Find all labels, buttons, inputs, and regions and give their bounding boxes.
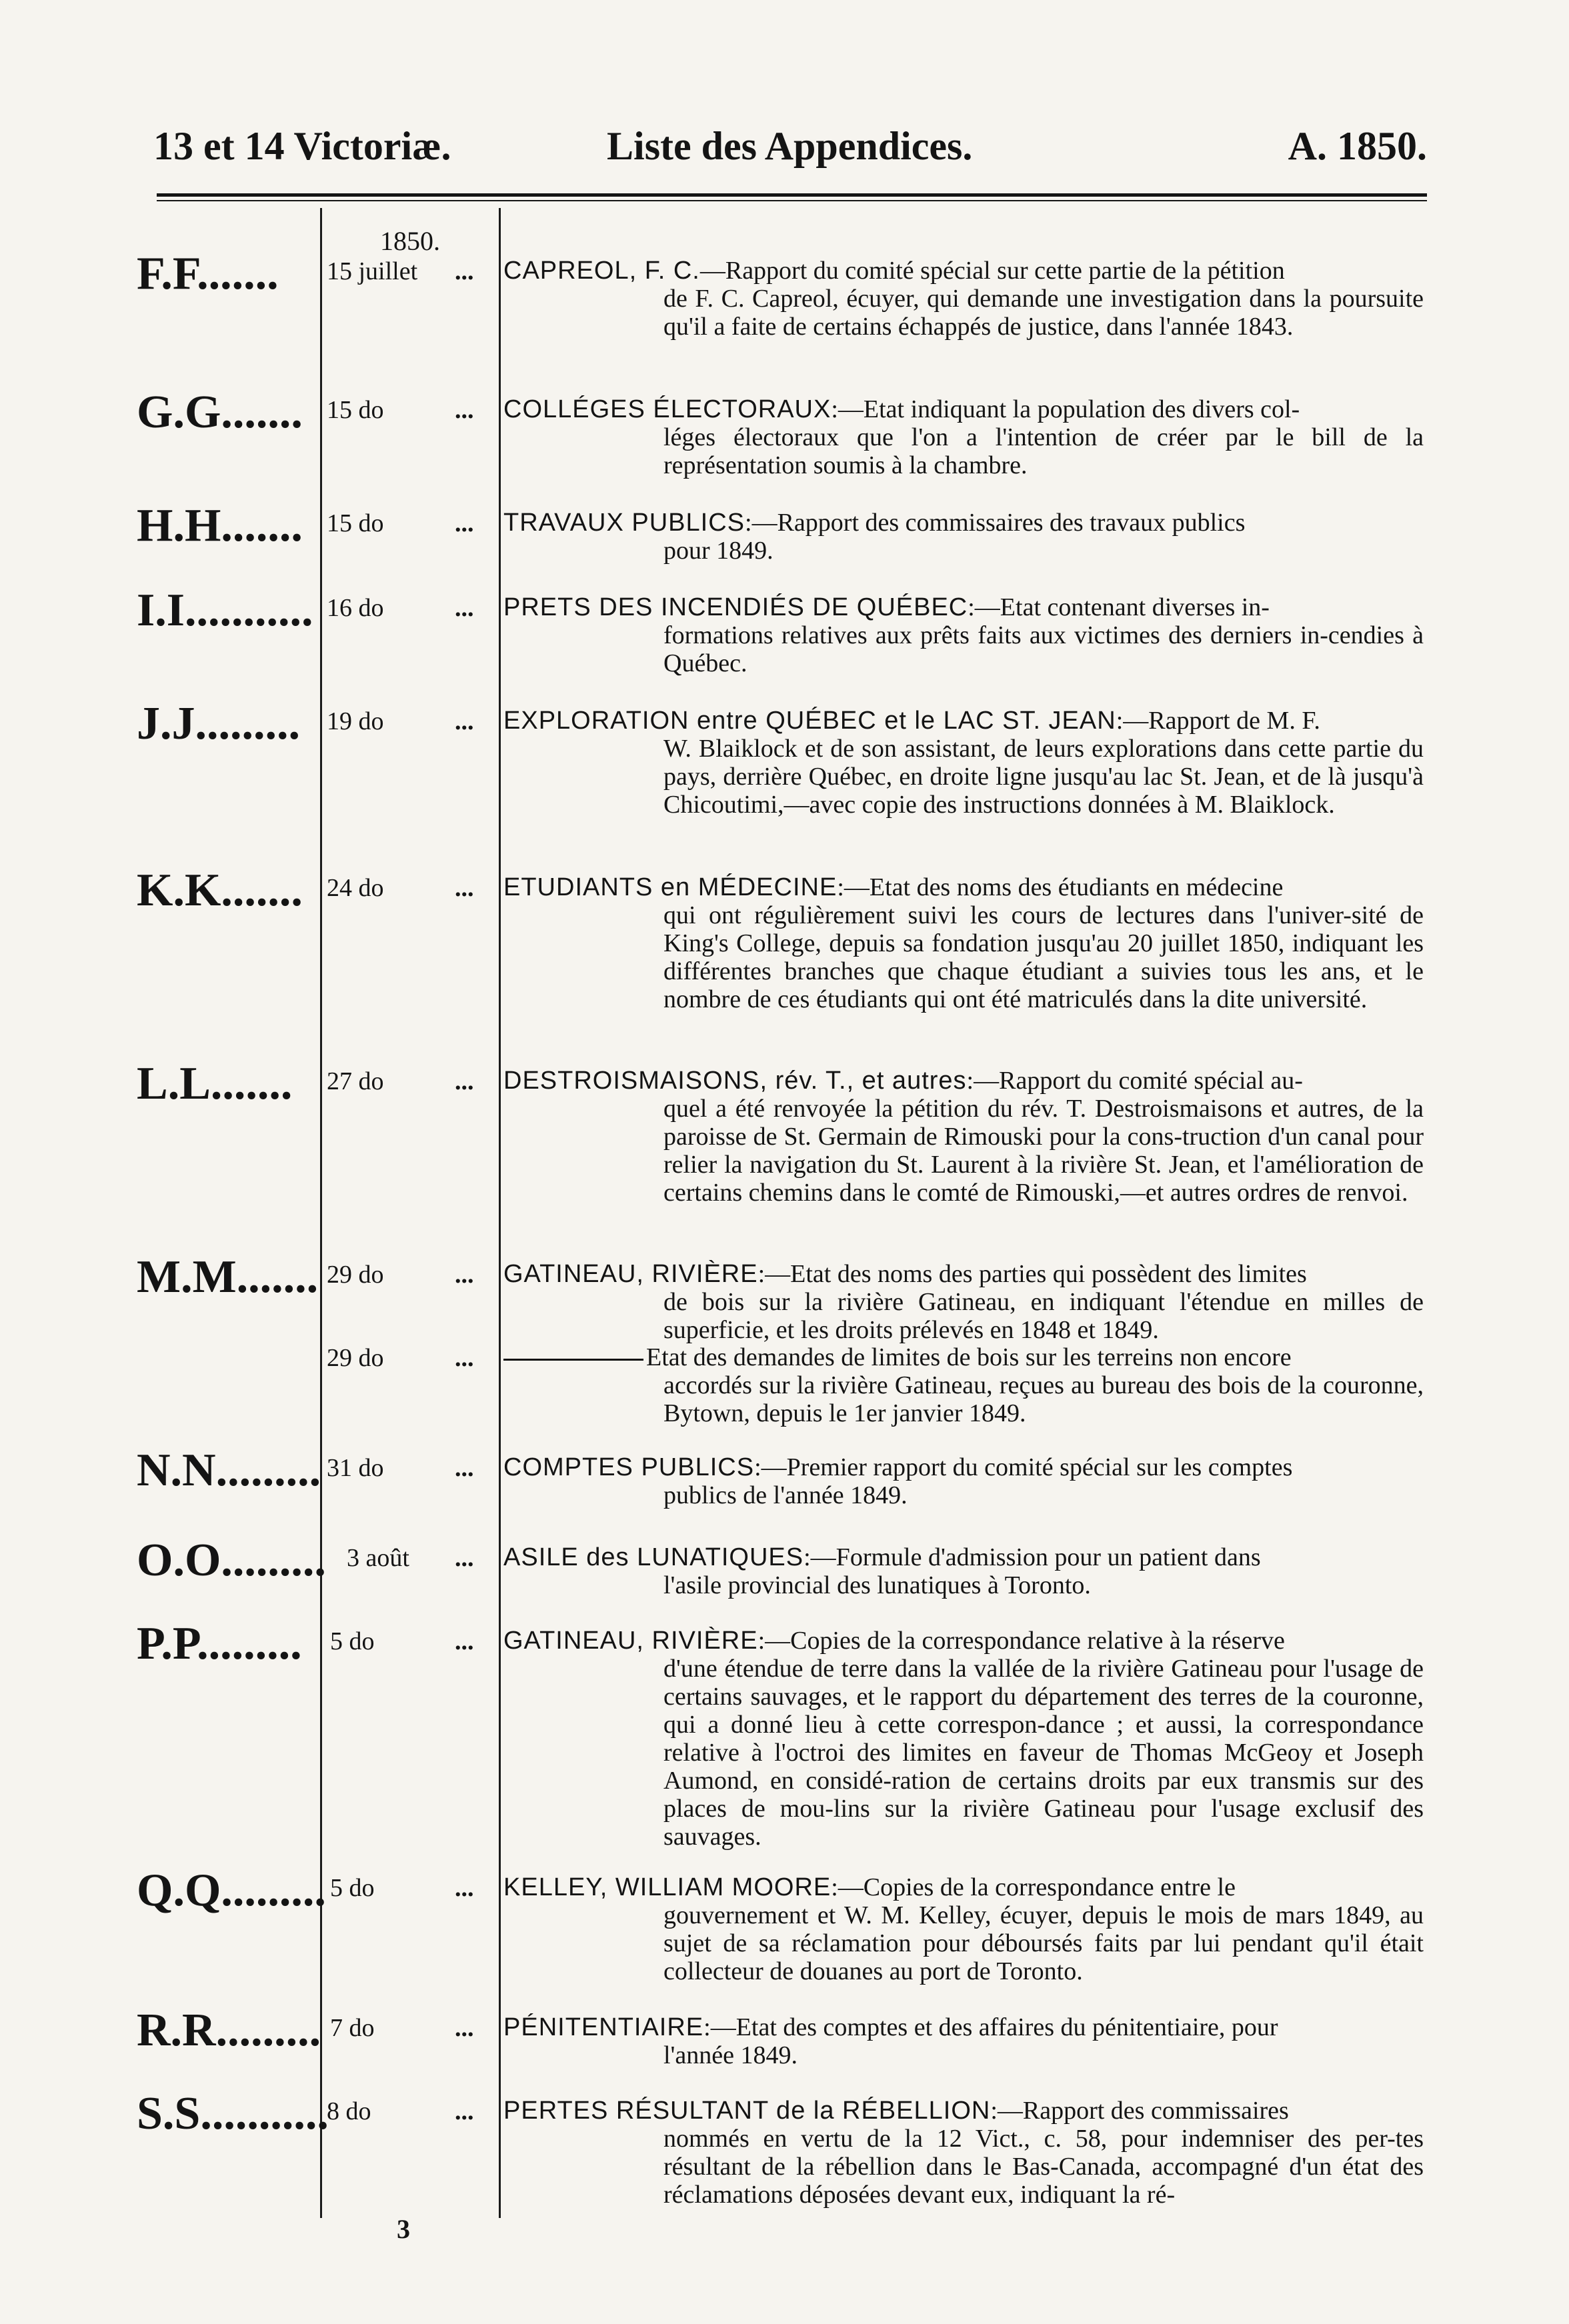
- year-label: 1850.: [380, 226, 440, 256]
- leader-dots: ...: [455, 1874, 474, 1902]
- appendix-letters: O.O.........: [137, 1535, 326, 1586]
- entry-description: [503, 257, 1424, 341]
- entry-description: [503, 1260, 1424, 1344]
- leader-dots: ...: [455, 257, 474, 285]
- appendix-letters: I.I...........: [137, 585, 313, 636]
- entry-text-first: :—Copies de la correspondance entre le: [831, 1873, 1236, 1901]
- entry-date: 8 do: [327, 2097, 371, 2125]
- entry-text-rest: W. Blaiklock et de son assistant, de leurs explorations dans cette partie du pays, derrière Québec, en droite ligne jusqu'au lac St. Jean, et de là jusqu'à Chicoutimi,—avec copie des instructions données à M. Blaiklock.: [663, 735, 1424, 819]
- entry-description: [503, 873, 1424, 1013]
- entry-heading: GATINEAU, RIVIÈRE: [503, 1260, 758, 1288]
- entry-text-rest: formations relatives aux prêts faits aux victimes des derniers in-cendies à Québec.: [663, 621, 1424, 677]
- entry-date: 5 do: [330, 1874, 375, 1902]
- appendix-letters: Q.Q.........: [137, 1865, 326, 1916]
- entry-heading: EXPLORATION entre QUÉBEC et le LAC ST. JEAN: [503, 707, 1116, 735]
- entry-text-first: :—Rapport du comité spécial au-: [966, 1067, 1303, 1095]
- entry-date: 7 do: [330, 2014, 375, 2042]
- entry-date: 31 do: [327, 1454, 384, 1482]
- appendix-letters: N.N.........: [137, 1445, 321, 1496]
- entry-text-rest: l'année 1849.: [663, 2041, 798, 2069]
- entry-description: [503, 707, 1424, 819]
- leader-dots: ...: [455, 1344, 474, 1372]
- entry-text-rest: nommés en vertu de la 12 Vict., c. 58, pour indemniser des per-tes résultant de la rébellion dans le Bas-Canada, accompagné d'un état des réclamations déposées devant eux, indiquant la ré-: [663, 2125, 1424, 2209]
- entry-text-rest: gouvernement et W. M. Kelley, écuyer, depuis le mois de mars 1849, au sujet de sa réclamation pour déboursés faits par lui pendant qu'il était collecteur de douanes au port de Toronto.: [663, 1901, 1424, 1985]
- entry-heading: DESTROISMAISONS, rév. T., et autres: [503, 1067, 967, 1095]
- entry-description: [503, 509, 1424, 565]
- entry-date: 16 do: [327, 594, 384, 622]
- entry-heading: GATINEAU, RIVIÈRE: [503, 1627, 758, 1655]
- entry-heading: COLLÉGES ÉLECTORAUX: [503, 395, 832, 423]
- entry-text-first: :—Copies de la correspondance relative à la réserve: [757, 1627, 1285, 1655]
- entry-description: [503, 593, 1424, 677]
- entry-text-rest: l'asile provincial des lunatiques à Toronto.: [663, 1571, 1091, 1599]
- entry-date: 27 do: [327, 1067, 384, 1095]
- appendix-letters: R.R.........: [137, 2005, 321, 2056]
- leader-dots: ...: [455, 2014, 474, 2042]
- entry-heading: PERTES RÉSULTANT de la RÉBELLION: [503, 2097, 991, 2125]
- entry-text-rest: qui ont régulièrement suivi les cours de lectures dans l'univer-sité de King's College, depuis sa fondation jusqu'au 20 juillet 1850, indiquant les différentes branches que chaque étudiant a suivies tous les ans, et le nombre de ces étudiants qui ont été matriculés dans la dite université.: [663, 901, 1424, 1013]
- entry-date: 15 do: [327, 396, 384, 424]
- appendix-letters: P.P.........: [137, 1618, 302, 1669]
- entry-date: 5 do: [330, 1627, 375, 1655]
- leader-dots: ...: [455, 1544, 474, 1572]
- appendix-letters: M.M.......: [137, 1251, 319, 1303]
- header-session: 13 et 14 Victoriæ.: [153, 124, 451, 168]
- appendix-letters: S.S...........: [137, 2088, 329, 2139]
- leader-dots: ...: [455, 1067, 474, 1095]
- entry-text-rest: pour 1849.: [663, 537, 773, 565]
- entry-text-rest: quel a été renvoyée la pétition du rév. T. Destroismaisons et autres, de la paroisse de St. Germain de Rimouski pour la cons-truction d'un canal pour relier la navigation du St. Laurent à la rivière St. Jean, et l'amélioration de certains chemins dans le comté de Rimouski,—et autres ordres de renvoi.: [663, 1095, 1424, 1207]
- entry-description: [503, 1627, 1424, 1851]
- leader-dots: ...: [455, 2097, 474, 2125]
- leader-dots: ...: [455, 874, 474, 902]
- entry-date: 24 do: [327, 874, 384, 902]
- entry-text-first: :—Rapport des commissaires des travaux publics: [745, 509, 1246, 537]
- entry-heading: KELLEY, WILLIAM MOORE: [503, 1873, 832, 1901]
- entry-date: 29 do: [327, 1261, 384, 1289]
- entry-date: 15 juillet: [327, 257, 418, 285]
- appendix-letters: F.F.......: [137, 248, 279, 299]
- header-title: Liste des Appendices.: [607, 124, 973, 168]
- leader-dots: ...: [455, 509, 474, 537]
- column-divider-right: [499, 208, 501, 2218]
- entry-heading: ETUDIANTS en MÉDECINE: [503, 873, 838, 901]
- entry-text-rest: d'une étendue de terre dans la vallée de la rivière Gatineau pour l'usage de certains sauvages, et le rapport du département des terres de la couronne, qui a donné lieu à cette correspon-dance ; et aussi, la correspondance relative à l'octroi des limites en faveur de Thomas McGeoy et Joseph Aumond, en considé-ration de certains droits par eux transmis sur des places de mou-lins sur la rivière Gatineau pour l'usage exclusif des sauvages.: [663, 1655, 1424, 1851]
- entry-text-rest: publics de l'année 1849.: [663, 1481, 908, 1509]
- entry-text-first: :—Rapport de M. F.: [1116, 707, 1320, 735]
- entry-description: [503, 1343, 1424, 1427]
- appendix-letters: G.G.......: [137, 387, 303, 438]
- ditto-rule: [503, 1359, 643, 1361]
- page-number: 3: [397, 2214, 410, 2244]
- entry-description: [503, 2013, 1424, 2069]
- entry-heading: PRETS DES INCENDIÉS DE QUÉBEC: [503, 593, 968, 621]
- entry-heading: CAPREOL, F. C.: [503, 257, 700, 285]
- entry-text-first: :—Etat indiquant la population des divers col-: [831, 395, 1300, 423]
- entry-text-first: Etat des demandes de limites de bois sur les terreins non encore: [646, 1343, 1292, 1371]
- entry-text-first: :—Rapport des commissaires: [990, 2097, 1289, 2125]
- entry-description: [503, 2097, 1424, 2209]
- entry-text-rest: accordés sur la rivière Gatineau, reçues au bureau des bois de la couronne, Bytown, depuis le 1er janvier 1849.: [663, 1371, 1424, 1427]
- entry-text-first: :—Etat des noms des étudiants en médecine: [837, 873, 1284, 901]
- entry-heading: PÉNITENTIAIRE: [503, 2013, 704, 2041]
- header-year: A. 1850.: [1288, 124, 1427, 168]
- entry-date: 29 do: [327, 1344, 384, 1372]
- entry-heading: COMPTES PUBLICS: [503, 1453, 755, 1481]
- appendix-letters: L.L.......: [137, 1058, 293, 1109]
- entry-text-rest: de bois sur la rivière Gatineau, en indiquant l'étendue en milles de superficie, et les droits prélevés en 1848 et 1849.: [663, 1288, 1424, 1344]
- leader-dots: ...: [455, 594, 474, 622]
- entry-date: 3 août: [347, 1544, 409, 1572]
- appendix-letters: H.H.......: [137, 500, 303, 551]
- entry-text-first: :—Etat des noms des parties qui possèdent des limites: [757, 1260, 1307, 1288]
- entry-heading: TRAVAUX PUBLICS: [503, 509, 745, 537]
- entry-description: [503, 1067, 1424, 1207]
- entry-description: [503, 395, 1424, 479]
- entry-date: 19 do: [327, 707, 384, 735]
- leader-dots: ...: [455, 1627, 474, 1655]
- leader-dots: ...: [455, 396, 474, 424]
- entry-heading: ASILE des LUNATIQUES: [503, 1543, 804, 1571]
- entry-description: [503, 1543, 1424, 1599]
- header-rule-thick: [157, 193, 1427, 197]
- entry-text-first: :—Etat des comptes et des affaires du pénitentiaire, pour: [703, 2013, 1278, 2041]
- leader-dots: ...: [455, 1261, 474, 1289]
- entry-text-first: :—Etat contenant diverses in-: [968, 593, 1270, 621]
- appendix-letters: J.J.........: [137, 698, 300, 749]
- header-rule-thin: [157, 200, 1427, 201]
- running-header: [153, 123, 1427, 183]
- entry-description: [503, 1453, 1424, 1509]
- entry-text-rest: léges électoraux que l'on a l'intention de créer par le bill de la représentation soumis à la chambre.: [663, 423, 1424, 479]
- entry-text-rest: de F. C. Capreol, écuyer, qui demande une investigation dans la poursuite qu'il a faite de certains échappés de justice, dans l'année 1843.: [663, 285, 1424, 341]
- entry-text-first: :—Formule d'admission pour un patient dans: [804, 1543, 1261, 1571]
- leader-dots: ...: [455, 1454, 474, 1482]
- entry-description: [503, 1873, 1424, 1985]
- entry-text-first: —Rapport du comité spécial sur cette partie de la pétition: [699, 257, 1285, 285]
- leader-dots: ...: [455, 707, 474, 735]
- entry-text-first: :—Premier rapport du comité spécial sur les comptes: [754, 1453, 1293, 1481]
- appendix-letters: K.K.......: [137, 865, 303, 916]
- entry-date: 15 do: [327, 509, 384, 537]
